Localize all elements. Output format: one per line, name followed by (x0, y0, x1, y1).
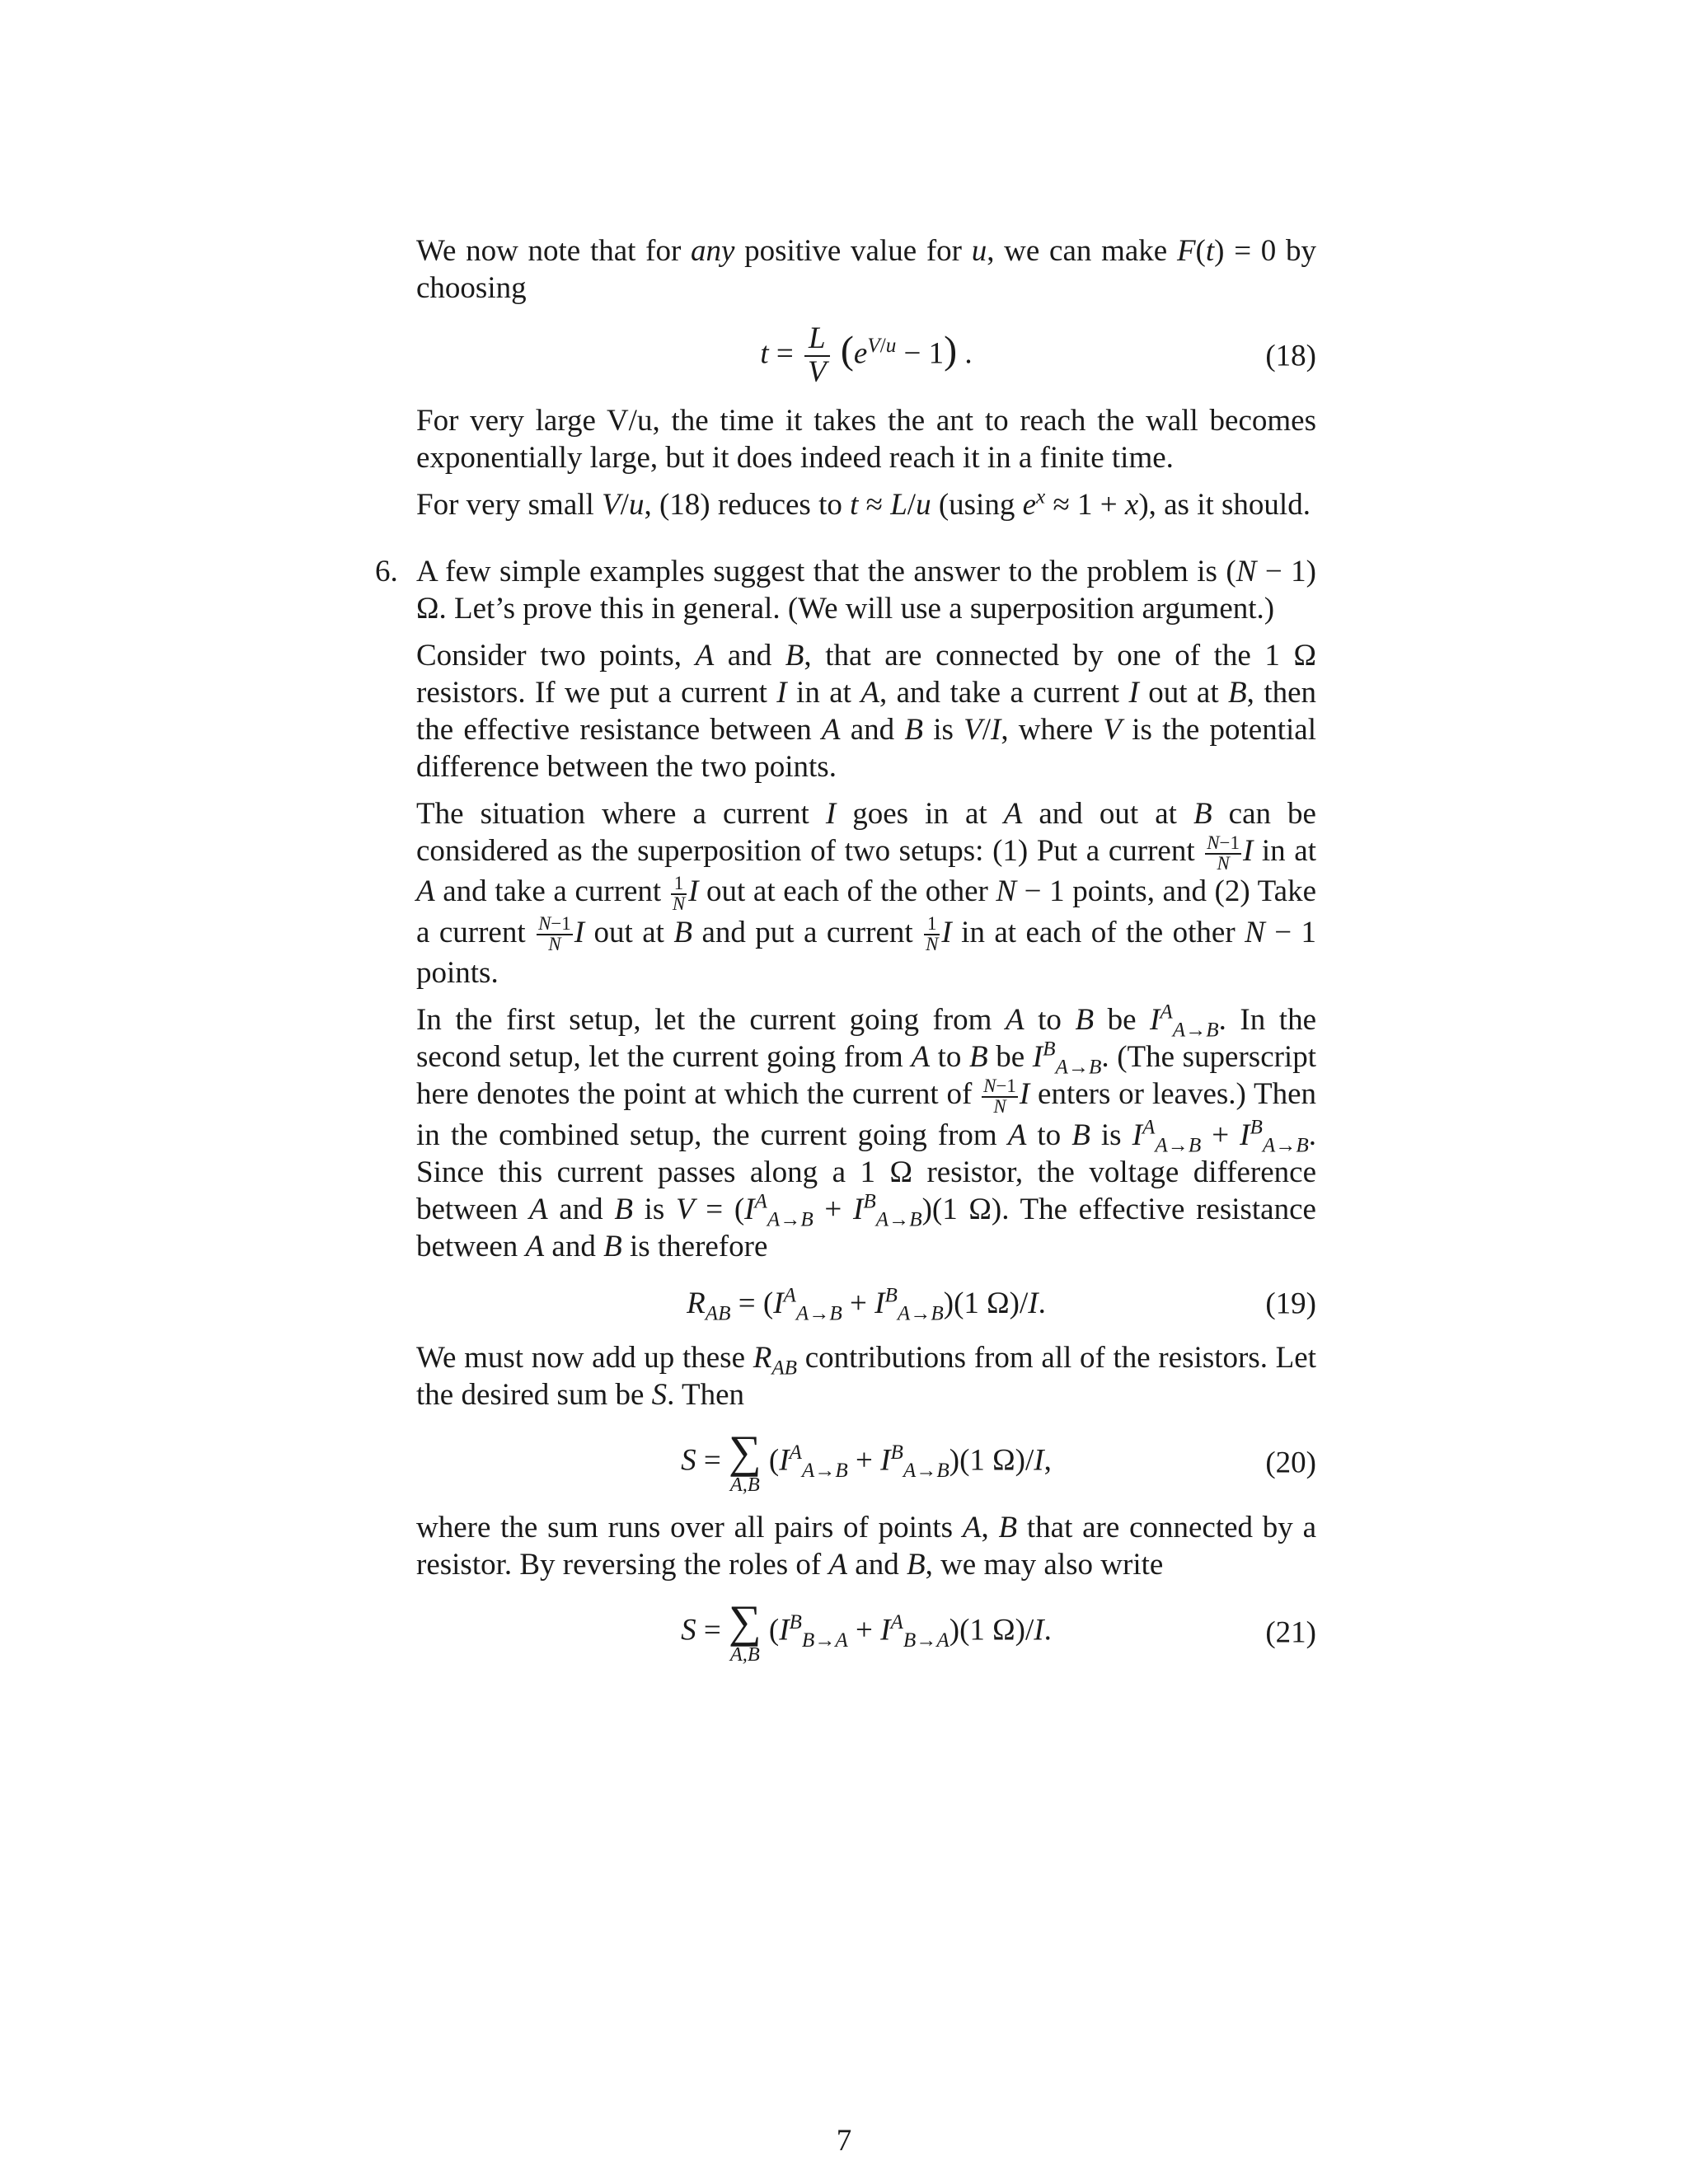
page-number: 7 (836, 2124, 852, 2158)
equation-19-expression: $R_{AB} = (I^A_{A\to B} + I^B_{A\to B})(1$ Ω)/I. (687, 1284, 1046, 1325)
intro-paragraph-2: For very large V/u, the time it takes the ant to reach the wall becomes exponentially large, but it does indeed reach it in a finite time. (416, 404, 1316, 475)
problem-6-paragraph-3: The situation where a current I goes in at A and out at B can be considered as the superposition of two setups: (1) Put a current $\frac{N-1}{N}$ I in at A and take a current $\frac{1}{N}$ I out at each of the other N − 1 points, and (2) Take a current $\frac{N-1}{N}$ I out at B and put a current $\frac{1}{N}$ I in at each of the other N − 1 points. (416, 797, 1317, 991)
equation-19 (416, 1275, 1316, 1333)
equation-20-expression: S = ∑ A,B $(I^A_{A\to B} + I^B_{A\to B})(1$ Ω)/I, (681, 1427, 1052, 1497)
problem-6-paragraph-2: Consider two points, A and B, that are connected by one of the 1 Ω resistors. If we put a current I in at A, and take a current I out at B, then the effective resistance between A and B is V/I, where V is the potential difference between the two points. (416, 639, 1317, 784)
problem-6-paragraph-4: In the first setup, let the current going from A to B be $I^A_{A\to B}$. In the second setup, let the current going from A to B be $I^B_{A\to B}$. (The superscript here denotes the point at which the current of $\frac{N-1}{N}$ I enters or leaves.) Then in the combined setup, the current going from A to B is $I^A_{A\to B} + I^B_{A\to B}$. Since this current passes along a 1 Ω resistor, the voltage difference between A and B is $V = (I^A_{A\to B} + I^B_{A\to B})(1$ Ω). The effective resistance between A and B is therefore (416, 1001, 1316, 1263)
equation-18 (416, 316, 1316, 396)
problem-6-paragraph-1: A few simple examples suggest that the answer to the problem is (N − 1) Ω. Let’s prove this in general. (We will use a superposition argument.) (416, 555, 1316, 626)
equation-20 (416, 1423, 1316, 1502)
equation-21-expression: S = ∑ A,B $(I^B_{B\to A} + I^A_{B\to A})(1$ Ω)/I. (681, 1596, 1052, 1666)
problem-6 (375, 553, 1317, 1672)
problem-6-paragraph-6: where the sum runs over all pairs of points A, B that are connected by a resistor. By reversing the roles of A and B, we may also write (416, 1510, 1317, 1582)
page-content (375, 232, 1317, 1679)
intro-paragraph-3: For very small V/u, (18) reduces to t ≈ L/u (using $e^x \approx 1 + x$), as it should. (416, 485, 1311, 522)
problem-6-label: 6. (375, 555, 398, 588)
equation-18-number: (18) (1265, 339, 1316, 373)
intro-paragraph-1: We now note that for any positive value for u, we can make F(t) = 0 by choosing (416, 234, 1316, 305)
equation-21-number: (21) (1265, 1615, 1316, 1650)
equation-20-number: (20) (1265, 1446, 1316, 1480)
equation-19-number: (19) (1265, 1286, 1316, 1321)
equation-21 (416, 1593, 1316, 1672)
problem-6-paragraph-5: We must now add up these $R_{AB}$ contributions from all of the resistors. Let the desired sum be S. Then (416, 1340, 1316, 1412)
equation-18-expression: t = $\frac{L}{V}$ $(e^{V/u} - 1)$ . (760, 321, 973, 389)
